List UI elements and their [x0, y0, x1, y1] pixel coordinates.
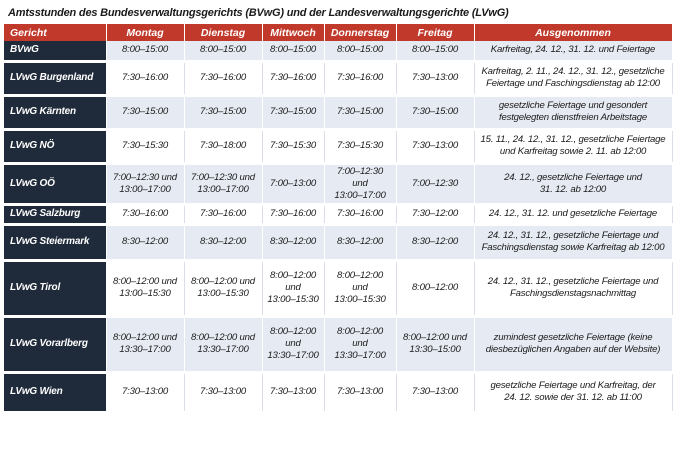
- cell-dienstag: [184, 61, 262, 95]
- table-row: [4, 41, 672, 61]
- header-freitag: Freitag: [396, 24, 474, 41]
- cell-line: 8:00–12:00 und: [113, 332, 177, 343]
- cell-freitag: [396, 129, 474, 163]
- court-name: LVwG Tirol: [4, 260, 106, 316]
- cell-line: 7:30–18:00: [199, 140, 246, 151]
- cell-line: 13:00–17:00: [197, 183, 249, 195]
- cell-line: 13:00–15:30: [334, 294, 386, 305]
- cell-line: 7:30–13:00: [411, 386, 458, 397]
- cell-donnerstag: [324, 163, 396, 204]
- cell-mittwoch: [262, 224, 324, 260]
- cell-line: 7:30–13:00: [121, 386, 168, 397]
- cell-montag: [106, 224, 184, 260]
- cell-line: 7:00–12:30: [411, 177, 458, 189]
- cell-mittwoch: [262, 41, 324, 61]
- cell-line: 8:00–12:00: [411, 282, 458, 293]
- cell-line: 7:30–13:00: [269, 386, 316, 397]
- court-name: LVwG Wien: [4, 372, 106, 412]
- cell-ausgenommen: [474, 41, 672, 61]
- cell-mittwoch: [262, 372, 324, 412]
- cell-line: 7:30–15:00: [199, 106, 246, 117]
- cell-line: 13:00–15:30: [267, 294, 319, 305]
- cell-line: 7:30–15:00: [269, 106, 316, 117]
- cell-line: 13:30–17:00: [197, 344, 249, 355]
- cell-donnerstag: [324, 372, 396, 412]
- cell-ausgenommen: [474, 163, 672, 204]
- table-body: [4, 41, 672, 412]
- cell-line: 13:00–15:30: [197, 288, 249, 299]
- cell-line: 7:30–16:00: [336, 208, 383, 219]
- cell-line: Feiertage und Faschingsdienstag ab 12:00: [486, 78, 660, 89]
- court-name: LVwG Burgenland: [4, 61, 106, 95]
- cell-ausgenommen: [474, 204, 672, 224]
- cell-line: diesbezüglichen Angaben auf der Website): [485, 344, 661, 355]
- cell-ausgenommen: [474, 260, 672, 316]
- table-title: Amtsstunden des Bundesverwaltungsgerichts (BVwG) und der Landesverwaltungsgerichte (LVwG): [8, 7, 509, 19]
- cell-line: und Karfreitag sowie 2. 11. ab 12:00: [499, 146, 647, 157]
- cell-line: 7:30–16:00: [269, 208, 316, 219]
- cell-line: 7:30–13:00: [411, 72, 458, 83]
- court-name: LVwG Salzburg: [4, 204, 106, 224]
- cell-line: 8:30–12:00: [336, 236, 383, 247]
- cell-line: 7:30–16:00: [199, 208, 246, 219]
- cell-line: 15. 11., 24. 12., 31. 12., gesetzliche Feiertage: [480, 134, 666, 145]
- court-name: BVwG: [4, 41, 106, 61]
- cell-line: 7:00–12:30 und: [336, 165, 383, 189]
- cell-ausgenommen: [474, 95, 672, 129]
- cell-line: 7:30–16:00: [121, 72, 168, 83]
- cell-line: 8:30–12:00: [269, 236, 316, 247]
- cell-line: Faschingsdienstag sowie Karfreitag ab 12:00: [481, 242, 665, 253]
- cell-ausgenommen: [474, 61, 672, 95]
- cell-freitag: [396, 260, 474, 316]
- cell-donnerstag: [324, 204, 396, 224]
- cell-line: 31. 12. ab 12:00: [539, 183, 607, 195]
- cell-line: 7:30–16:00: [199, 72, 246, 83]
- header-row: [4, 24, 672, 41]
- header-ausgenommen: Ausgenommen: [474, 24, 672, 41]
- cell-donnerstag: [324, 61, 396, 95]
- cell-ausgenommen: [474, 129, 672, 163]
- table-row: [4, 204, 672, 224]
- cell-line: 8:00–12:00 und: [403, 332, 467, 343]
- cell-mittwoch: [262, 316, 324, 372]
- cell-line: 7:30–15:00: [121, 106, 168, 117]
- table-row: [4, 372, 672, 412]
- cell-line: 7:30–13:00: [199, 386, 246, 397]
- cell-line: und: [285, 338, 301, 349]
- cell-mittwoch: [262, 129, 324, 163]
- cell-line: 8:30–12:00: [121, 236, 168, 247]
- cell-line: gesetzliche Feiertage und gesondert: [498, 100, 648, 111]
- court-name: LVwG NÖ: [4, 129, 106, 163]
- cell-line: 8:00–12:00 und: [113, 276, 177, 287]
- cell-line: 8:30–12:00: [411, 236, 458, 247]
- cell-line: 7:30–13:00: [411, 140, 458, 151]
- cell-line: 7:30–15:00: [336, 106, 383, 117]
- cell-line: 13:30–17:00: [119, 344, 171, 355]
- cell-line: 7:30–16:00: [121, 208, 168, 219]
- cell-line: 13:30–17:00: [334, 350, 386, 361]
- cell-line: 7:00–12:30 und: [191, 171, 255, 183]
- cell-line: 7:30–16:00: [336, 72, 383, 83]
- cell-line: 13:00–17:00: [119, 183, 171, 195]
- court-name: LVwG OÖ: [4, 163, 106, 204]
- cell-line: 24. 12., 31. 12., gesetzliche Feiertage und: [487, 276, 659, 287]
- cell-line: 7:00–13:00: [269, 177, 316, 189]
- cell-dienstag: [184, 129, 262, 163]
- cell-line: Faschingsdienstagsnachmittag: [509, 288, 637, 299]
- cell-dienstag: [184, 163, 262, 204]
- cell-line: 24. 12. sowie der 31. 12. ab 11:00: [504, 392, 642, 403]
- court-name: LVwG Kärnten: [4, 95, 106, 129]
- table-row: [4, 61, 672, 95]
- cell-montag: [106, 95, 184, 129]
- cell-dienstag: [184, 41, 262, 61]
- table-row: [4, 316, 672, 372]
- cell-line: 8:00–12:00 und: [336, 270, 383, 293]
- office-hours-table: [4, 24, 673, 414]
- cell-dienstag: [184, 95, 262, 129]
- cell-ausgenommen: [474, 224, 672, 260]
- cell-line: Karfreitag, 24. 12., 31. 12. und Feiertage: [490, 44, 656, 56]
- cell-line: 8:00–12:00: [269, 270, 316, 281]
- cell-line: 8:00–15:00: [411, 44, 458, 56]
- cell-line: 13:30–17:00: [267, 350, 319, 361]
- cell-freitag: [396, 204, 474, 224]
- cell-line: 8:00–15:00: [199, 44, 246, 56]
- table-row: [4, 95, 672, 129]
- cell-montag: [106, 260, 184, 316]
- cell-line: Karfreitag, 2. 11., 24. 12., 31. 12., gesetzliche: [481, 66, 665, 77]
- cell-ausgenommen: [474, 372, 672, 412]
- cell-line: 24. 12., gesetzliche Feiertage und: [504, 171, 642, 183]
- table-row: [4, 129, 672, 163]
- cell-mittwoch: [262, 260, 324, 316]
- court-name: LVwG Vorarlberg: [4, 316, 106, 372]
- cell-line: 8:00–12:00 und: [336, 326, 383, 349]
- cell-line: 24. 12., 31. 12. und gesetzliche Feiertage: [488, 208, 658, 219]
- cell-dienstag: [184, 224, 262, 260]
- header-mittwoch: Mittwoch: [262, 24, 324, 41]
- cell-line: und: [285, 282, 301, 293]
- cell-freitag: [396, 316, 474, 372]
- cell-line: 8:30–12:00: [199, 236, 246, 247]
- cell-line: zumindest gesetzliche Feiertage (keine: [493, 332, 653, 343]
- cell-line: 13:00–17:00: [334, 189, 386, 201]
- cell-montag: [106, 61, 184, 95]
- header-dienstag: Dienstag: [184, 24, 262, 41]
- cell-montag: [106, 372, 184, 412]
- header-gericht: Gericht: [4, 24, 106, 41]
- cell-freitag: [396, 95, 474, 129]
- table-row: [4, 224, 672, 260]
- cell-line: 8:00–15:00: [269, 44, 316, 56]
- cell-dienstag: [184, 260, 262, 316]
- cell-montag: [106, 129, 184, 163]
- cell-freitag: [396, 372, 474, 412]
- cell-line: 13:30–15:00: [409, 344, 461, 355]
- cell-line: 7:30–16:00: [269, 72, 316, 83]
- header-donnerstag: Donnerstag: [324, 24, 396, 41]
- cell-montag: [106, 204, 184, 224]
- cell-freitag: [396, 41, 474, 61]
- cell-line: 7:30–12:00: [411, 208, 458, 219]
- cell-line: 7:00–12:30 und: [113, 171, 177, 183]
- cell-donnerstag: [324, 316, 396, 372]
- header-montag: Montag: [106, 24, 184, 41]
- cell-donnerstag: [324, 41, 396, 61]
- cell-freitag: [396, 224, 474, 260]
- cell-mittwoch: [262, 95, 324, 129]
- cell-dienstag: [184, 204, 262, 224]
- cell-line: 8:00–12:00 und: [191, 276, 255, 287]
- cell-line: 7:30–13:00: [336, 386, 383, 397]
- cell-line: 7:30–15:30: [336, 140, 383, 151]
- cell-mittwoch: [262, 163, 324, 204]
- cell-montag: [106, 163, 184, 204]
- cell-donnerstag: [324, 260, 396, 316]
- cell-line: festgelegten dienstfreien Arbeitstage: [499, 112, 647, 123]
- cell-line: 7:30–15:30: [269, 140, 316, 151]
- cell-freitag: [396, 61, 474, 95]
- cell-line: 7:30–15:00: [411, 106, 458, 117]
- cell-line: 8:00–12:00 und: [191, 332, 255, 343]
- table-row: [4, 260, 672, 316]
- cell-mittwoch: [262, 61, 324, 95]
- cell-donnerstag: [324, 224, 396, 260]
- cell-line: 8:00–15:00: [336, 44, 383, 56]
- cell-line: 8:00–12:00: [269, 326, 316, 337]
- cell-dienstag: [184, 316, 262, 372]
- cell-line: gesetzliche Feiertage und Karfreitag, der: [490, 380, 656, 391]
- cell-line: 8:00–15:00: [121, 44, 168, 56]
- table-row: [4, 163, 672, 204]
- cell-dienstag: [184, 372, 262, 412]
- cell-freitag: [396, 163, 474, 204]
- court-name: LVwG Steiermark: [4, 224, 106, 260]
- cell-donnerstag: [324, 95, 396, 129]
- cell-mittwoch: [262, 204, 324, 224]
- cell-ausgenommen: [474, 316, 672, 372]
- cell-line: 24. 12., 31. 12., gesetzliche Feiertage und: [487, 230, 659, 241]
- cell-line: 7:30–15:30: [121, 140, 168, 151]
- cell-montag: [106, 41, 184, 61]
- cell-montag: [106, 316, 184, 372]
- cell-line: 13:00–15:30: [119, 288, 171, 299]
- cell-donnerstag: [324, 129, 396, 163]
